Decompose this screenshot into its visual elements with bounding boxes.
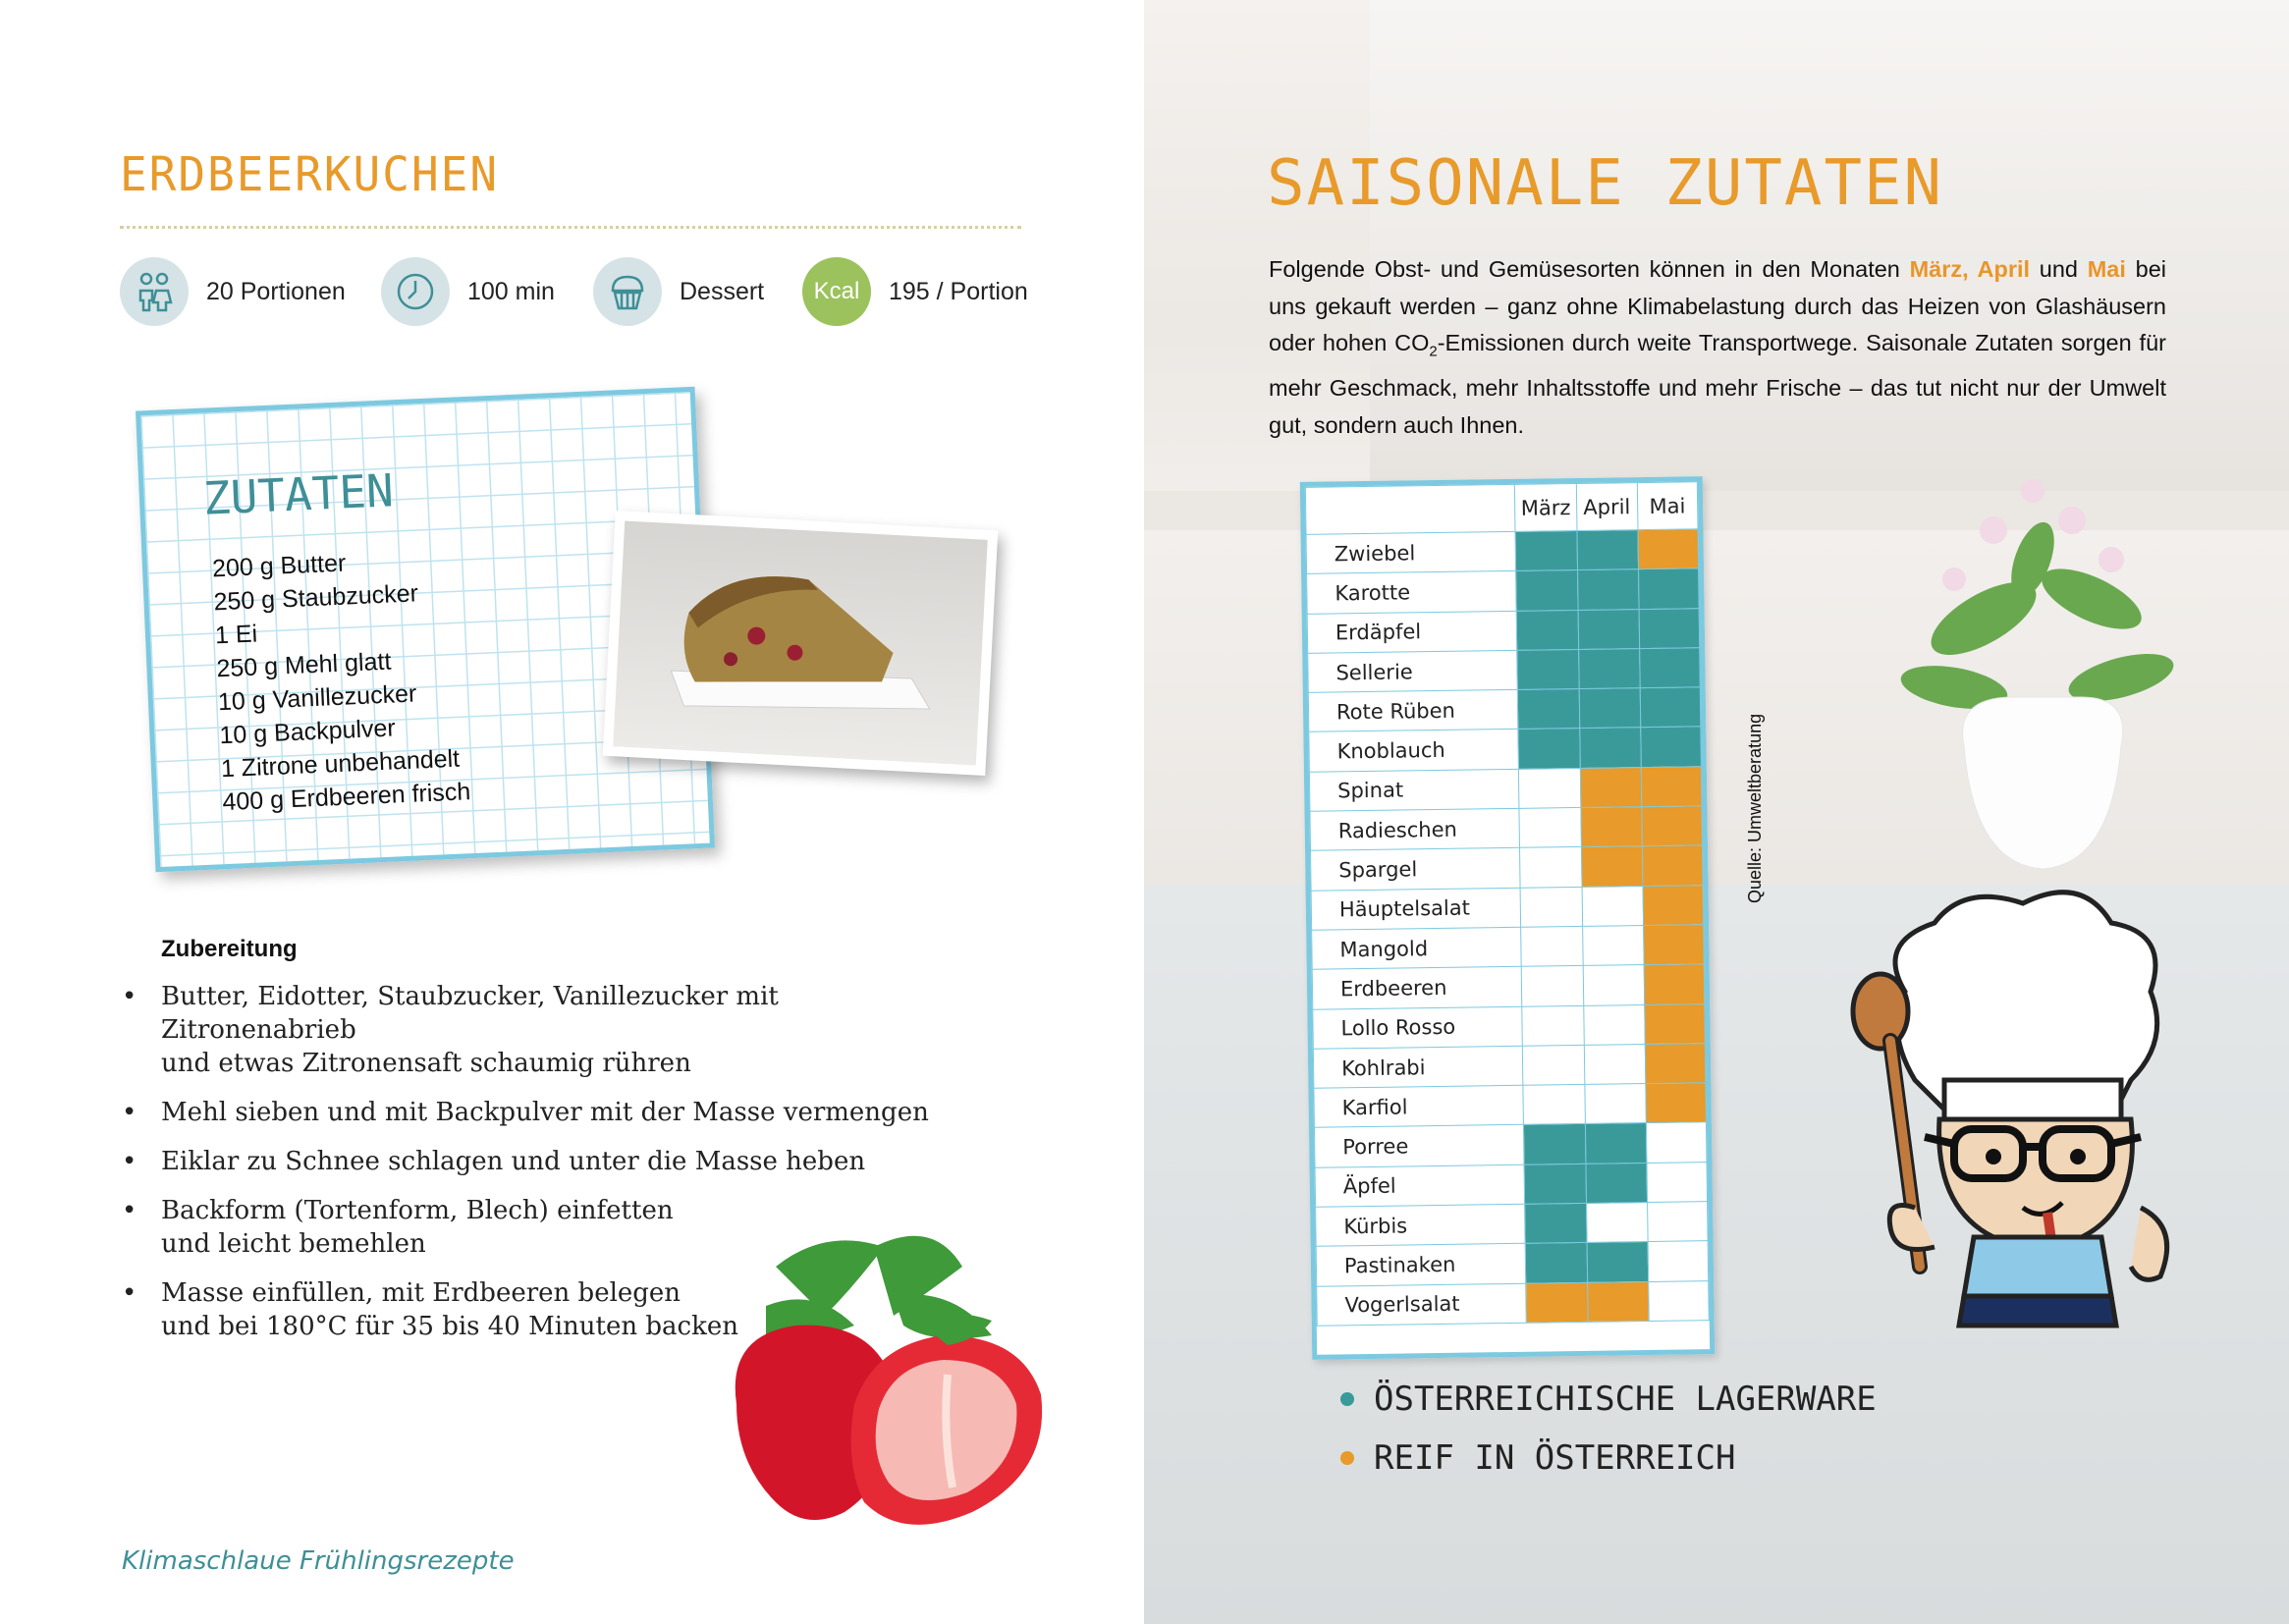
legend-ripe xyxy=(1340,1438,1735,1478)
season-cell xyxy=(1516,570,1578,611)
ingredient-name: Äpfel xyxy=(1315,1164,1525,1207)
season-cell xyxy=(1522,966,1584,1006)
ingredient-name: Karotte xyxy=(1307,571,1517,614)
ingredient-name: Karfiol xyxy=(1314,1085,1524,1127)
ingredient-item: 1 Ei xyxy=(214,620,258,650)
season-cell xyxy=(1647,1162,1708,1202)
table-row xyxy=(1309,767,1702,812)
season-cell xyxy=(1577,530,1639,570)
season-cell xyxy=(1641,767,1702,807)
ingredient-item: 10 g Vanillezucker xyxy=(217,679,417,717)
season-cell xyxy=(1586,1203,1648,1243)
season-cell xyxy=(1647,1202,1708,1242)
ingredient-item: 10 g Backpulver xyxy=(218,714,397,750)
strawberries-image xyxy=(707,1227,1080,1551)
table-row xyxy=(1311,845,1704,891)
meta-label: Dessert xyxy=(680,277,765,305)
flower-pot-image xyxy=(1895,452,2180,884)
source-credit: Quelle: Umweltberatung xyxy=(1745,713,1765,903)
season-cell xyxy=(1584,1044,1646,1084)
ingredient-name: Lollo Rosso xyxy=(1313,1006,1523,1049)
season-cell xyxy=(1645,1044,1706,1084)
season-cell xyxy=(1638,568,1699,609)
ingredient-name: Sellerie xyxy=(1308,650,1518,692)
season-cell xyxy=(1521,926,1583,966)
ingredient-item: 1 Zitrone unbehandelt xyxy=(220,744,461,784)
cake-photo xyxy=(603,511,999,776)
ingredient-name: Vogerlsalat xyxy=(1317,1283,1527,1326)
legend-stored xyxy=(1340,1380,1877,1419)
season-cell xyxy=(1587,1242,1649,1282)
season-cell xyxy=(1642,806,1703,846)
cupcake-icon xyxy=(593,257,662,326)
season-cell xyxy=(1582,886,1644,926)
month-highlight: Mai xyxy=(2087,256,2126,282)
season-cell xyxy=(1584,1084,1646,1124)
season-cell xyxy=(1515,530,1577,570)
season-cell xyxy=(1643,885,1704,925)
table-row xyxy=(1312,964,1705,1009)
season-cell xyxy=(1516,610,1578,650)
table-row xyxy=(1316,1241,1709,1286)
ingredients-list xyxy=(211,541,471,819)
season-cell xyxy=(1646,1122,1707,1163)
meta-label: 100 min xyxy=(467,277,555,305)
ingredient-name: Kohlrabi xyxy=(1313,1046,1523,1088)
ingredient-item: 250 g Staubzucker xyxy=(212,579,419,617)
preparation-step: • Eiklar zu Schnee schlagen und unter die Masse heben xyxy=(122,1145,966,1178)
ingredient-name: Radieschen xyxy=(1310,808,1520,850)
season-cell xyxy=(1581,846,1643,887)
month-header: März xyxy=(1515,483,1577,531)
legend-dot-orange xyxy=(1340,1451,1354,1465)
season-cell xyxy=(1524,1164,1586,1204)
ingredient-name: Erdäpfel xyxy=(1307,611,1517,653)
season-cell xyxy=(1648,1280,1709,1321)
ingredients-title: ZUTATEN xyxy=(201,463,395,525)
table-row xyxy=(1316,1202,1709,1247)
meta-label: 20 Portionen xyxy=(206,277,346,305)
season-cell xyxy=(1646,1083,1707,1123)
preparation-step: • Backform (Tortenform, Blech) einfetten und leicht bemehlen xyxy=(122,1194,966,1261)
season-cell xyxy=(1519,808,1581,848)
table-row xyxy=(1313,1044,1706,1089)
meta-time xyxy=(381,257,555,326)
meta-category xyxy=(593,257,764,326)
season-cell xyxy=(1638,529,1699,569)
season-cell xyxy=(1644,964,1705,1004)
dotted-divider xyxy=(120,226,1021,229)
season-cell xyxy=(1524,1124,1586,1164)
season-cell xyxy=(1522,1005,1584,1046)
ingredient-name: Häuptelsalat xyxy=(1311,888,1521,930)
ingredient-item: 200 g Butter xyxy=(211,549,347,583)
table-row xyxy=(1312,925,1705,970)
meta-label: 195 / Portion xyxy=(889,277,1028,305)
season-cell xyxy=(1523,1085,1585,1125)
season-cell xyxy=(1639,648,1700,688)
legend-label: ÖSTERREICHISCHE LAGERWARE xyxy=(1374,1380,1877,1419)
table-row xyxy=(1315,1162,1708,1207)
season-cell xyxy=(1520,887,1582,927)
table-row xyxy=(1317,1280,1710,1326)
season-cell xyxy=(1579,728,1641,768)
season-cell xyxy=(1525,1243,1587,1283)
preparation-step: • Masse einfüllen, mit Erdbeeren belegen und bei 180°C für 35 bis 40 Minuten backen xyxy=(122,1276,966,1343)
ingredient-name: Pastinaken xyxy=(1316,1244,1526,1286)
left-page xyxy=(0,0,1144,1624)
table-row xyxy=(1307,608,1700,653)
table-row xyxy=(1310,806,1703,851)
ingredient-item: 250 g Mehl glatt xyxy=(215,647,392,683)
season-cell xyxy=(1648,1241,1709,1281)
table-row xyxy=(1307,568,1700,614)
ingredient-name: Knoblauch xyxy=(1309,730,1519,772)
preparation-step: • Mehl sieben und mit Backpulver mit der Masse vermengen xyxy=(122,1096,966,1129)
ingredient-name: Kürbis xyxy=(1316,1204,1526,1246)
season-cell xyxy=(1523,1045,1585,1085)
season-cell xyxy=(1577,569,1639,610)
table-row xyxy=(1308,687,1701,732)
season-intro: Folgende Obst- und Gemüsesorten können in den Monaten März, April und Mai bei uns gekauft werden – ganz ohne Klimabelastung durch das Heizen von Glashäusern oder hohen $CO_2$-Emissionen durch weite Transportwege. Saisonale Zutaten sorgen für mehr Geschmack, mehr Inhaltsstoffe und mehr Frische – das tut nicht nur der Umwelt gut, sondern auch Ihnen. xyxy=(1269,256,2166,438)
people-icon xyxy=(120,257,189,326)
table-row xyxy=(1308,648,1701,693)
table-row xyxy=(1309,727,1702,772)
table-row xyxy=(1313,1003,1706,1049)
season-title: SAISONALE ZUTATEN xyxy=(1267,147,1944,220)
season-cell xyxy=(1586,1163,1648,1203)
ingredient-name: Rote Rüben xyxy=(1308,690,1518,732)
season-cell xyxy=(1519,768,1581,808)
season-cell xyxy=(1580,767,1642,807)
ingredient-name: Erdbeeren xyxy=(1312,967,1522,1009)
season-cell xyxy=(1582,926,1644,966)
page-footer: Klimaschlaue Frühlingsrezepte xyxy=(122,1546,515,1576)
season-cell xyxy=(1517,649,1579,689)
preparation-step: • Butter, Eidotter, Staubzucker, Vanillezucker mit Zitronenabrieb und etwas Zitronensaft schaumig rühren xyxy=(122,980,966,1080)
season-table xyxy=(1305,481,1710,1326)
month-header: Mai xyxy=(1637,482,1698,530)
season-table-card xyxy=(1300,476,1715,1360)
ingredient-name: Porree xyxy=(1314,1125,1524,1167)
legend-dot-teal xyxy=(1340,1392,1354,1406)
legend-label: REIF IN ÖSTERREICH xyxy=(1374,1438,1736,1478)
season-cell xyxy=(1518,729,1580,769)
clock-icon xyxy=(381,257,450,326)
kcal-badge: Kcal xyxy=(802,257,871,326)
season-cell xyxy=(1587,1281,1649,1322)
season-cell xyxy=(1526,1282,1588,1323)
season-cell xyxy=(1639,608,1700,648)
ingredient-name: Spargel xyxy=(1311,848,1521,891)
season-cell xyxy=(1585,1123,1647,1164)
season-cell xyxy=(1579,688,1641,729)
ingredient-name: Spinat xyxy=(1309,769,1519,811)
meta-calories xyxy=(802,257,1028,326)
season-cell xyxy=(1525,1203,1587,1243)
season-cell xyxy=(1583,1004,1645,1045)
season-cell xyxy=(1640,727,1701,767)
season-cell xyxy=(1518,689,1580,730)
chef-mascot-image xyxy=(1846,884,2219,1335)
ingredient-item: 400 g Erdbeeren frisch xyxy=(221,778,471,817)
meta-portions xyxy=(120,257,346,326)
preparation-title: Zubereitung xyxy=(161,936,298,962)
table-row xyxy=(1314,1083,1707,1128)
table-row xyxy=(1311,885,1704,930)
season-cell xyxy=(1583,965,1645,1005)
season-cell xyxy=(1642,845,1703,886)
season-cell xyxy=(1578,609,1640,649)
month-header: April xyxy=(1576,483,1638,531)
table-header-row xyxy=(1305,482,1698,535)
season-cell xyxy=(1643,925,1704,965)
table-row xyxy=(1306,529,1699,574)
ingredient-name: Mangold xyxy=(1312,927,1522,969)
recipe-title: ERDBEERKUCHEN xyxy=(120,145,500,202)
ingredient-name: Zwiebel xyxy=(1306,531,1516,573)
months-highlight: März, April xyxy=(1909,256,2031,282)
season-cell xyxy=(1640,687,1701,728)
season-cell xyxy=(1520,847,1582,888)
season-cell xyxy=(1644,1003,1705,1044)
season-cell xyxy=(1578,648,1640,688)
table-row xyxy=(1314,1122,1707,1167)
season-cell xyxy=(1581,807,1643,847)
